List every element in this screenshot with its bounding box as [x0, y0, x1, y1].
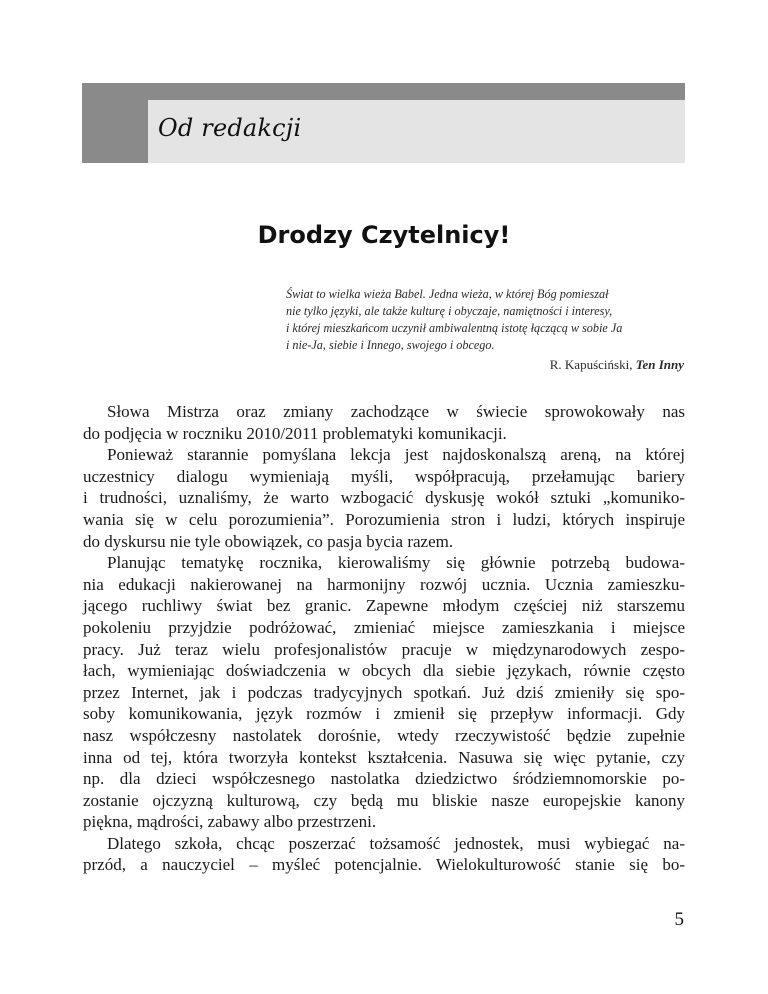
body-line: Słowa Mistrza oraz zmiany zachodzące w świecie sprowokowały nas [107, 402, 685, 421]
body-line: zostanie ojczyzną kulturową, czy będą mu bliskie nasze europejskie kanony [83, 790, 685, 810]
body-line: jącego ruchliwy świat bez granic. Zapewne młodym częściej niż starszemu [83, 596, 685, 616]
body-line: do podjęcia w roczniku 2010/2011 problematyki komunikacji. [83, 423, 507, 443]
body-line: nasz współczesny nastolatek dorośnie, wtedy rzeczywistość będzie zupełnie [83, 725, 685, 745]
body-line: pokoleniu przyjdzie podróżować, zmieniać miejsce zamieszkania i miejsce [83, 617, 685, 637]
epigraph-author: R. Kapuściński, [549, 357, 633, 372]
body-line: wania się w celu porozumienia”. Porozumienia stron i ludzi, których inspiruje [83, 509, 685, 529]
epigraph-line: i której mieszkańcom uczynił ambiwalentną istotę łączącą w sobie Ja [286, 321, 623, 335]
body-text [83, 401, 685, 876]
body-line: soby komunikowania, język rozmów i zmienił się przepływ informacji. Gdy [83, 704, 685, 724]
body-line: pracy. Już teraz wielu profesjonalistów pracuje w międzynarodowych zespo- [83, 639, 685, 659]
body-line: do dyskursu nie tyle obowiązek, co pasja bycia razem. [83, 531, 454, 551]
body-line: inna od tej, która tworzyła kontekst kształcenia. Nasuwa się więc pytanie, czy [83, 747, 685, 767]
epigraph [286, 286, 686, 354]
body-line: nia edukacji nakierowanej na harmonijny rozwój ucznia. Ucznia zamieszku- [83, 574, 685, 594]
body-line: i trudności, uznaliśmy, że warto wzbogacić dyskusję wokół sztuki „komuniko- [83, 488, 685, 508]
body-line: przód, a nauczyciel – myśleć potencjalnie. Wielokulturowość stanie się bo- [83, 855, 685, 875]
epigraph-line: Świat to wielka wieża Babel. Jedna wieża, w której Bóg pomieszał [286, 287, 609, 301]
page-heading: Drodzy Czytelnicy! [257, 221, 511, 249]
epigraph-work: Ten Inny [635, 357, 684, 372]
body-line: łach, wymieniając doświadczenia w obcych dla siebie językach, równie często [83, 661, 685, 681]
epigraph-attribution [550, 357, 684, 373]
page-number: 5 [674, 909, 684, 930]
body-line: uczestnicy dialogu wymieniają myśli, współpracują, przełamując bariery [83, 466, 685, 486]
body-line: Ponieważ starannie pomyślana lekcja jest najdoskonalszą areną, na której [107, 445, 685, 465]
body-line: Dlatego szkoła, chcąc poszerzać tożsamość jednostek, musi wybiegać na- [107, 833, 685, 853]
section-title: Od redakcji [158, 114, 302, 142]
body-line: piękna, mądrości, zabawy albo przestrzeni. [83, 812, 377, 832]
body-line: przez Internet, jak i podczas tradycyjnych spotkań. Już dziś zmieniły się spo- [83, 682, 685, 702]
body-line: Planując tematykę rocznika, kierowaliśmy się głównie potrzebą budowa- [107, 553, 685, 573]
epigraph-line: i nie-Ja, siebie i Innego, swojego i obcego. [286, 338, 495, 352]
epigraph-line: nie tylko języki, ale także kulturę i obyczaje, namiętności i interesy, [286, 304, 613, 318]
body-line: np. dla dzieci współczesnego nastolatka dziedzictwo śródziemnomorskie po- [83, 769, 685, 789]
